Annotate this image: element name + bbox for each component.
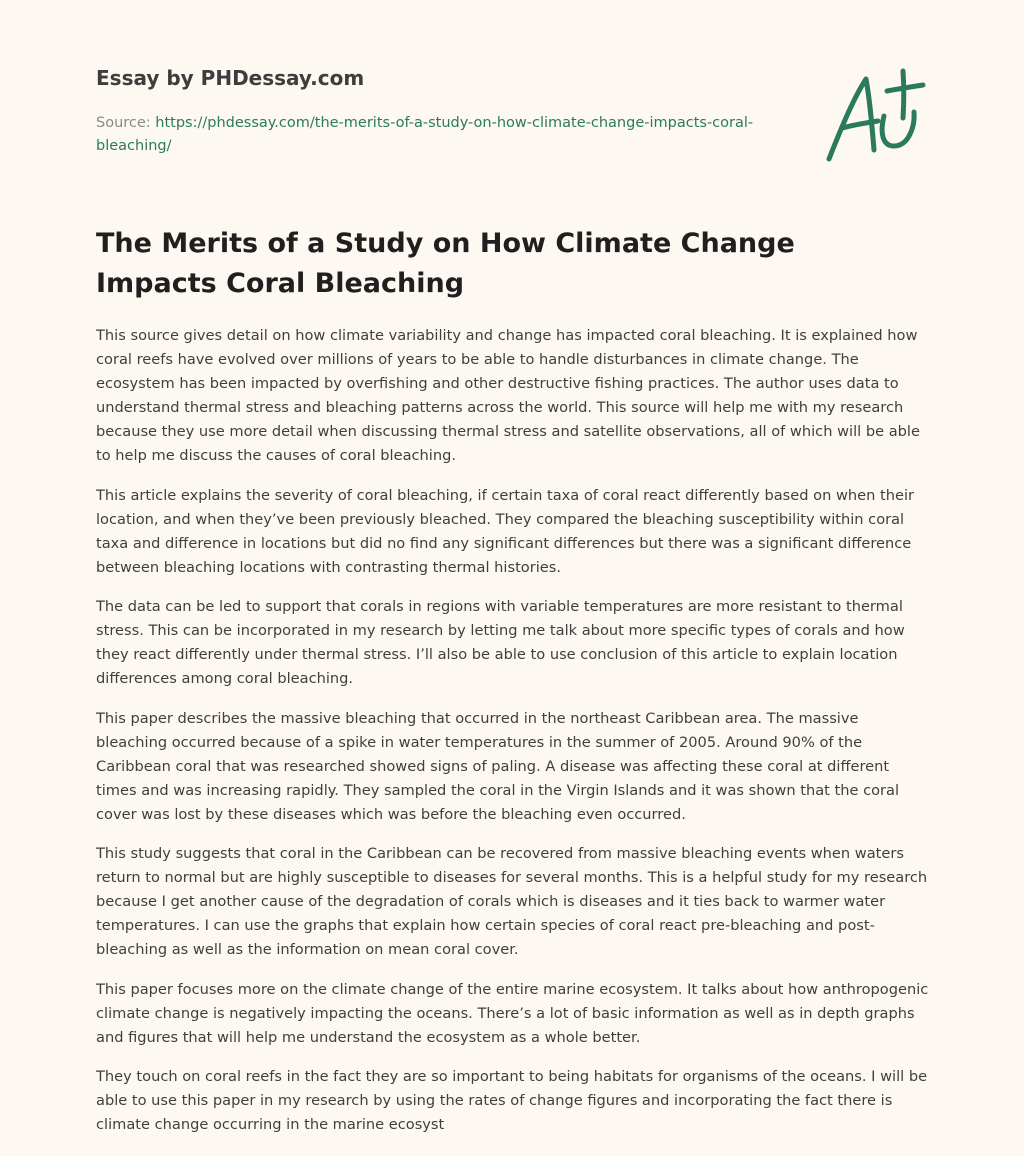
source-line: [96, 112, 756, 158]
paragraph: This paper focuses more on the climate change of the entire marine ecosystem. It talks about how anthropogenic climate change is negatively impacting the oceans. There’s a lot of basic information as well as in depth graphs and figures that will help me understand the ecosystem as a whole better.: [96, 980, 929, 1046]
paragraph: This paper describes the massive bleaching that occurred in the northeast Caribbean area. The massive bleaching occurred because of a spike in water temperatures in the summer of 2005. Around 90% of the Caribbean coral that was researched showed signs of paling. A disease was affecting these coral at different times and was increasing rapidly. They sampled the coral in the Virgin Islands and it was shown that the coral cover was lost by these diseases which was before the bleaching even occurred.: [96, 709, 900, 823]
article-body: [96, 324, 932, 1153]
a-plus-grade-icon: [820, 66, 930, 166]
site-brand: Essay by PHDessay.com: [96, 66, 365, 90]
page-title: The Merits of a Study on How Climate Change Impacts Coral Bleaching: [96, 228, 795, 299]
paragraph: This source gives detail on how climate variability and change has impacted coral bleaching. It is explained how coral reefs have evolved over millions of years to be able to handle disturbances in climate change. The ecosystem has been impacted by overfishing and other destructive fishing practices. The author uses data to understand thermal stress and bleaching patterns across the world. This source will help me with my research because they use more detail when discussing thermal stress and satellite observations, all of which will be able to help me discuss the causes of coral bleaching.: [96, 327, 920, 464]
paragraph: This study suggests that coral in the Caribbean can be recovered from massive bleaching events when waters return to normal but are highly susceptible to diseases for several months. This is a helpful study for my research because I get another cause of the degradation of corals which is diseases and it ties back to warmer water temperatures. I can use the graphs that explain how certain species of coral react pre-bleaching and post-bleaching as well as the information on mean coral cover.: [96, 845, 928, 958]
page-header: [96, 64, 796, 158]
paragraph: This article explains the severity of coral bleaching, if certain taxa of coral react differently based on when their location, and when they’ve been previously bleached. They compared the bleaching susceptibility within coral taxa and difference in locations but did no find any significant differences but there was a significant difference between bleaching locations with contrasting thermal histories.: [96, 486, 915, 576]
source-link[interactable]: https://phdessay.com/the-merits-of-a-study-on-how-climate-change-impacts-coral-bleaching/: [96, 115, 754, 154]
source-label: Source:: [96, 115, 156, 131]
paragraph: The data can be led to support that corals in regions with variable temperatures are more resistant to thermal stress. This can be incorporated in my research by letting me talk about more specific types of corals and how they react differently under thermal stress. I’ll also be able to use conclusion of this article to explain location differences among coral bleaching.: [96, 598, 905, 687]
paragraph: They touch on coral reefs in the fact they are so important to being habitats for organisms of the oceans. I will be able to use this paper in my research by using the rates of change figures and incorporating the fact there is climate change occurring in the marine ecosyst: [96, 1068, 928, 1133]
